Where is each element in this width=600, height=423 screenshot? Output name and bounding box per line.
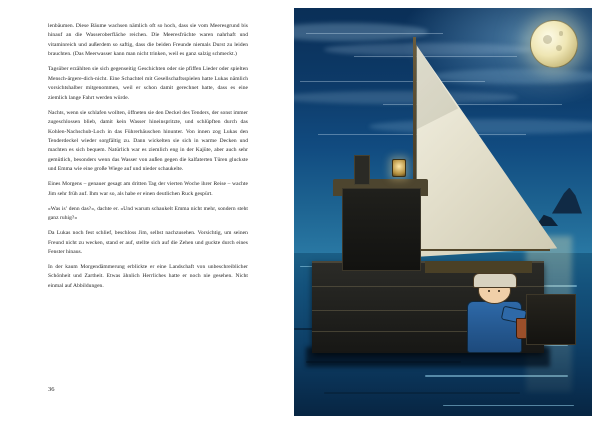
- boom: [413, 249, 550, 251]
- cloud-icon: [294, 23, 428, 41]
- paragraph: »Was is’ denn das?«, dachte er. »Und warum schaukelt Emma nicht mehr, sondern steht ganz ruhig?«: [48, 205, 248, 222]
- cabin-hut: [342, 188, 421, 272]
- cloud-streak: [300, 81, 485, 82]
- paragraph: lenbäumen. Diese Bäume wachsen nämlich oft so hoch, dass sie vom Meeresgrund bis hinauf an die Wasseroberfläche reichen. Die Meeresfrüchte waren nahrhaft und vitaminreich und außerdem so saftig, dass die beiden Freunde niemals Durst zu leiden brauchten. (Das Meerwasser kann man nicht trinken, weil es ganz salzig schmeckt.): [48, 23, 248, 58]
- sailor-eye: [498, 290, 500, 292]
- paragraph: In der kaum Morgendämmerung erblickte er eine Landschaft von unbeschreiblicher Schönheit und Zartheit. Etwas ähnlich Herrliches hatte er noch nie gesehen. Nicht einmal auf Abbildungen.: [48, 263, 248, 289]
- illustration-canvas: [294, 8, 592, 416]
- wave-line: [443, 405, 574, 407]
- sailor-eye: [488, 290, 490, 292]
- sailor-figure: [461, 277, 527, 350]
- page-number: 36: [48, 386, 55, 393]
- right-illustration-page: [294, 8, 592, 416]
- cloud-icon: [294, 91, 518, 104]
- moon-crater: [556, 45, 562, 51]
- cloud-streak: [383, 104, 562, 105]
- moon-crater: [543, 35, 552, 44]
- sailor-cap: [473, 273, 517, 288]
- chimney: [354, 155, 371, 186]
- body-text-column: [48, 22, 248, 297]
- cloud-icon: [324, 43, 533, 56]
- paragraph: Da Lukas noch fest schlief, beschloss Jim, selbst nachzusehen. Vorsichtig, um seinen Freund nicht zu wecken, stand er auf, stellte sich auf die Zehen und guckte durch eines Fenster hinaus.: [48, 230, 248, 256]
- moon-icon: [530, 20, 578, 68]
- cargo-crate: [526, 294, 576, 345]
- awning: [425, 261, 532, 273]
- paragraph: Nachts, wenn sie schlafen wollten, öffneten sie den Deckel des Tenders, der sonst immer zugeschlossen blieb, damit kein Wasser hineinspritzte, und schlüpften durch das Kohlen-Nachschub-Loch in das Führerhäuschen hinunter. Von innen zog Lukas den Tenderdeckel wieder sorgfältig zu. Dann wickelten sie sich in warme Decken und machten es sich bequem. Natürlich war es ziemlich eng in der Kajüte, aber auch sehr gemütlich, besonders wenn das Wasser von außen gegen die kalfaterten Türen gluckste und Emma wie eine große Wiege auf und nieder schaukelte.: [48, 109, 248, 173]
- lantern-icon: [392, 159, 406, 177]
- wave-line: [324, 392, 521, 394]
- paragraph: Tagsüber erzählten sie sich gegenseitig Geschichten oder sie pfiffen Lieder oder spielten Mensch-ärgere-dich-nicht. Eine Schachtel mit Gesellschaftsspielen hatte Lukas nämlich vorsichtshalber mitgenommen, weil er schon damit gerechnet hatte, dass es eine ziemlich lange Fahrt werden würde.: [48, 66, 248, 101]
- cloud-icon: [369, 119, 593, 134]
- left-text-page: [0, 0, 290, 423]
- cloud-streak: [306, 33, 443, 34]
- paragraph: Eines Morgens – genauer gesagt am dritten Tag der vierten Woche ihrer Reise – wachte Jim sehr früh auf. Ihm war so, als habe er einen deutlichen Ruck gespürt.: [48, 181, 248, 197]
- cloud-streak: [354, 56, 518, 57]
- moon-crater: [559, 31, 564, 36]
